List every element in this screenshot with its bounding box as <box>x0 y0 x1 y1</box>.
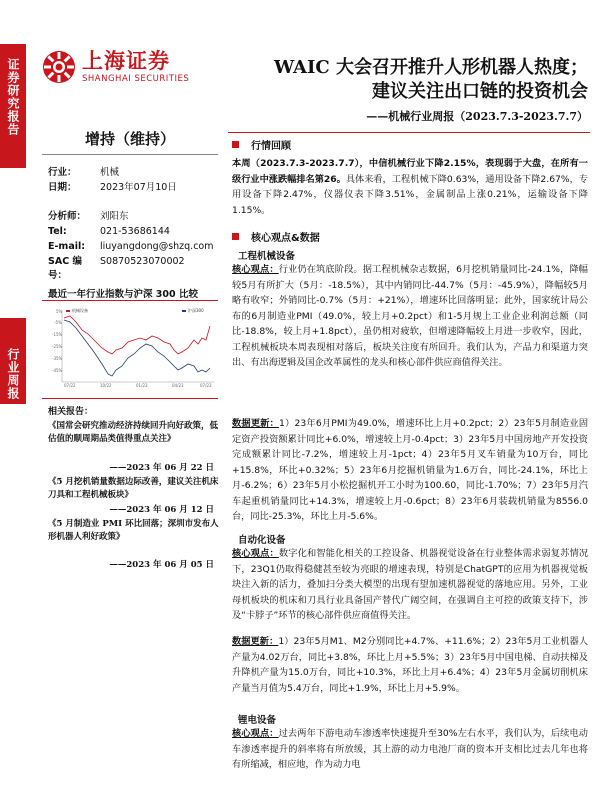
info-date: 日期： 2023年07月10日 <box>48 182 177 193</box>
svg-text:5%: 5% <box>56 309 63 314</box>
svg-text:-15%: -15% <box>52 332 63 337</box>
section-marker-icon <box>232 141 239 148</box>
chart-legend-series-2: 沪深300 <box>188 308 204 313</box>
related-report-1[interactable]: 《国常会研究推动经济持续回升向好政策，低估值的顺周期品类值得重点关注》 <box>48 421 219 444</box>
related-report-2[interactable]: 《5 月挖机销量数据边际改善，建议关注机床刀具和工程机械板块》 <box>48 477 219 500</box>
subsection-automation: 自动化设备 <box>238 535 286 546</box>
svg-text:-5%: -5% <box>54 320 62 325</box>
subsection-construction-machinery: 工程机械设备 <box>238 251 296 262</box>
report-title-line2: 建议关注出口链的投资机会 <box>372 81 588 102</box>
related-reports-title: 相关报告： <box>48 407 94 417</box>
info-sac: SAC 编号： S0870523070002 <box>48 256 185 281</box>
report-title-line1: WAIC 大会召开推升人形机器人热度； <box>273 57 588 78</box>
chart-legend-series-1: 机械设备 <box>72 308 88 313</box>
section-marker-icon <box>232 233 239 240</box>
info-tel: Tel: 021-53686144 <box>48 226 170 237</box>
rating: 增持（维持） <box>84 130 175 148</box>
chart-x-tick: 07/22 <box>64 383 76 388</box>
report-title-block <box>228 56 588 124</box>
chart-x-tick: 01/23 <box>136 383 148 388</box>
sidebar-report-type: 证券研究报告 <box>0 44 26 168</box>
brand-name-cn: 上海证券 <box>82 49 170 73</box>
construction-data: 数据更新：1）23年6月PMI为49.0%，增速环比上月+0.2pct；2）23年5月制造业固定资产投资额累计同比+6.0%，增速较上月-0.4pct；3）23年5月中国房地产开发投资完成额累计同比-7.2%，增速较上月-1pct；4）23年5月叉车销量为10万台，同比+15.8%，环比+0.32%；5）23年6月挖掘机销量为1.6万台，同比-24.1%，环比上月-6.2%；6）23年5月小松挖掘机开工小时为100.60，同比-1.70%；7）23年5月汽车起重机销量同比+14.3%，增速较上月-0.6pct；8）23年6月装载机销量为8556.0台，同比-25.3%，环比上月-5.6%。 <box>232 418 589 522</box>
chart-title: 最近一年行业指数与沪深 300 比较 <box>48 289 198 300</box>
automation-view: 核心观点：数字化和智能化相关的工控设备、机器视觉设备在行业整体需求弱复苏情况下，23Q1仍取得稳健甚至较为亮眼的增速表现，特别是ChatGPT的应用为机器视觉板块注入新的活力，叠加扫分类大模型的出现有望加速机器视觉的落地应用。另外，工业母机板块的机床和刀具行业具备国产替代广阔空间，在强调自主可控的政策支持下，涉及“卡脖子”环节的核心部件供应商值得关注。 <box>232 548 589 621</box>
chart-x-tick: 07/23 <box>200 383 212 388</box>
brand-logo <box>42 50 189 84</box>
related-report-3-date: ——2023 年 06 月 05 日 <box>109 560 214 570</box>
info-email: E-mail: liuyangdong@shzq.com <box>48 241 214 252</box>
section-core-head: 核心观点&数据 <box>232 229 320 244</box>
shanghai-securities-logo-icon <box>42 50 76 84</box>
series-line-machinery <box>64 316 210 354</box>
chart-x-tick: 10/22 <box>100 383 112 388</box>
related-report-3[interactable]: 《5 月制造业 PMI 环比回落；深圳市发布人形机器人利好政策》 <box>48 519 219 542</box>
svg-text:-35%: -35% <box>52 356 63 361</box>
related-report-2-date: ——2023 年 06 月 12 日 <box>109 505 214 515</box>
market-review-text: 本周（2023.7.3-2023.7.7），中信机械行业下降2.15%，表现弱于大盘，在所有一级行业中涨跌幅排名第26。具体来看，工程机械下降0.63%，通用设备下降2.67%，专用设备下降2.47%，仪器仪表下降3.51%，金属制品上涨0.21%，运输设备下降1.15%。 <box>232 158 588 216</box>
related-report-1-date: ——2023 年 06 月 22 日 <box>109 463 214 473</box>
sidebar-report-category: 行业周报 <box>0 318 26 404</box>
subsection-lithium-equipment: 锂电设备 <box>238 715 277 726</box>
svg-text:-45%: -45% <box>52 368 63 373</box>
chart-x-tick: 04/23 <box>172 383 184 388</box>
info-industry: 行业： 机械 <box>48 167 120 178</box>
svg-text:-25%: -25% <box>52 344 63 349</box>
construction-view: 核心观点：行业仍在筑底阶段。据工程机械杂志数据，6月挖机销量同比-24.1%，降幅较5月有所扩大（5月：-18.5%），其中内销同比-44.7%（5月：-45.9%），降幅较5月略有收窄；外销同比-0.7%（5月：+21%），增速环比回落明显；此外，国家统计局公布的6月制造业PMI（49.0%，较上月+0.2pct）和1-5月规上工业企业利润总额（同比-18.8%，较上月+1.8pct），虽仍相对疲软，但增速降幅较上月进一步收窄，因此，工程机械板块本周表现相对落后，板块关注度有所回升。我们认为，产品力和渠道力突出、有出海逻辑及国企改革属性的龙头和核心部件供应商值得关注。 <box>232 264 588 368</box>
index-comparison-chart <box>42 304 218 388</box>
brand-name-en: SHANGHAI SECURITIES <box>82 74 190 84</box>
lithium-view: 核心观点：过去两年下游电动车渗透率快速提升至30%左右水平，我们认为，后续电动车渗透率提升的斜率将有所放缓，其上游的动力电池厂商的资本开支相比过去几年也将有所缩减，相应地，作为动力电 <box>232 728 588 770</box>
automation-data: 数据更新：1）23年5月M1、M2分别同比+4.7%、+11.6%；2）23年5月工业机器人产量为4.02万台，同比+3.8%，环比上月+5.5%；3）23年5月中国电梯、自动扶梯及升降机产量为15.0万台，同比+10.3%，环比上月+6.4%；4）23年5月金属切削机床产量当月值为5.4万台，同比+1.9%，环比上月+5.9%。 <box>232 636 589 694</box>
divider <box>42 154 218 155</box>
divider <box>228 132 590 133</box>
info-analyst: 分析师： 刘阳东 <box>48 211 129 222</box>
report-subtitle: ——机械行业周报（2023.7.3-2023.7.7） <box>366 110 588 123</box>
section-market-review-head: 行情回顾 <box>232 137 291 152</box>
divider <box>42 300 218 301</box>
divider <box>42 398 218 399</box>
